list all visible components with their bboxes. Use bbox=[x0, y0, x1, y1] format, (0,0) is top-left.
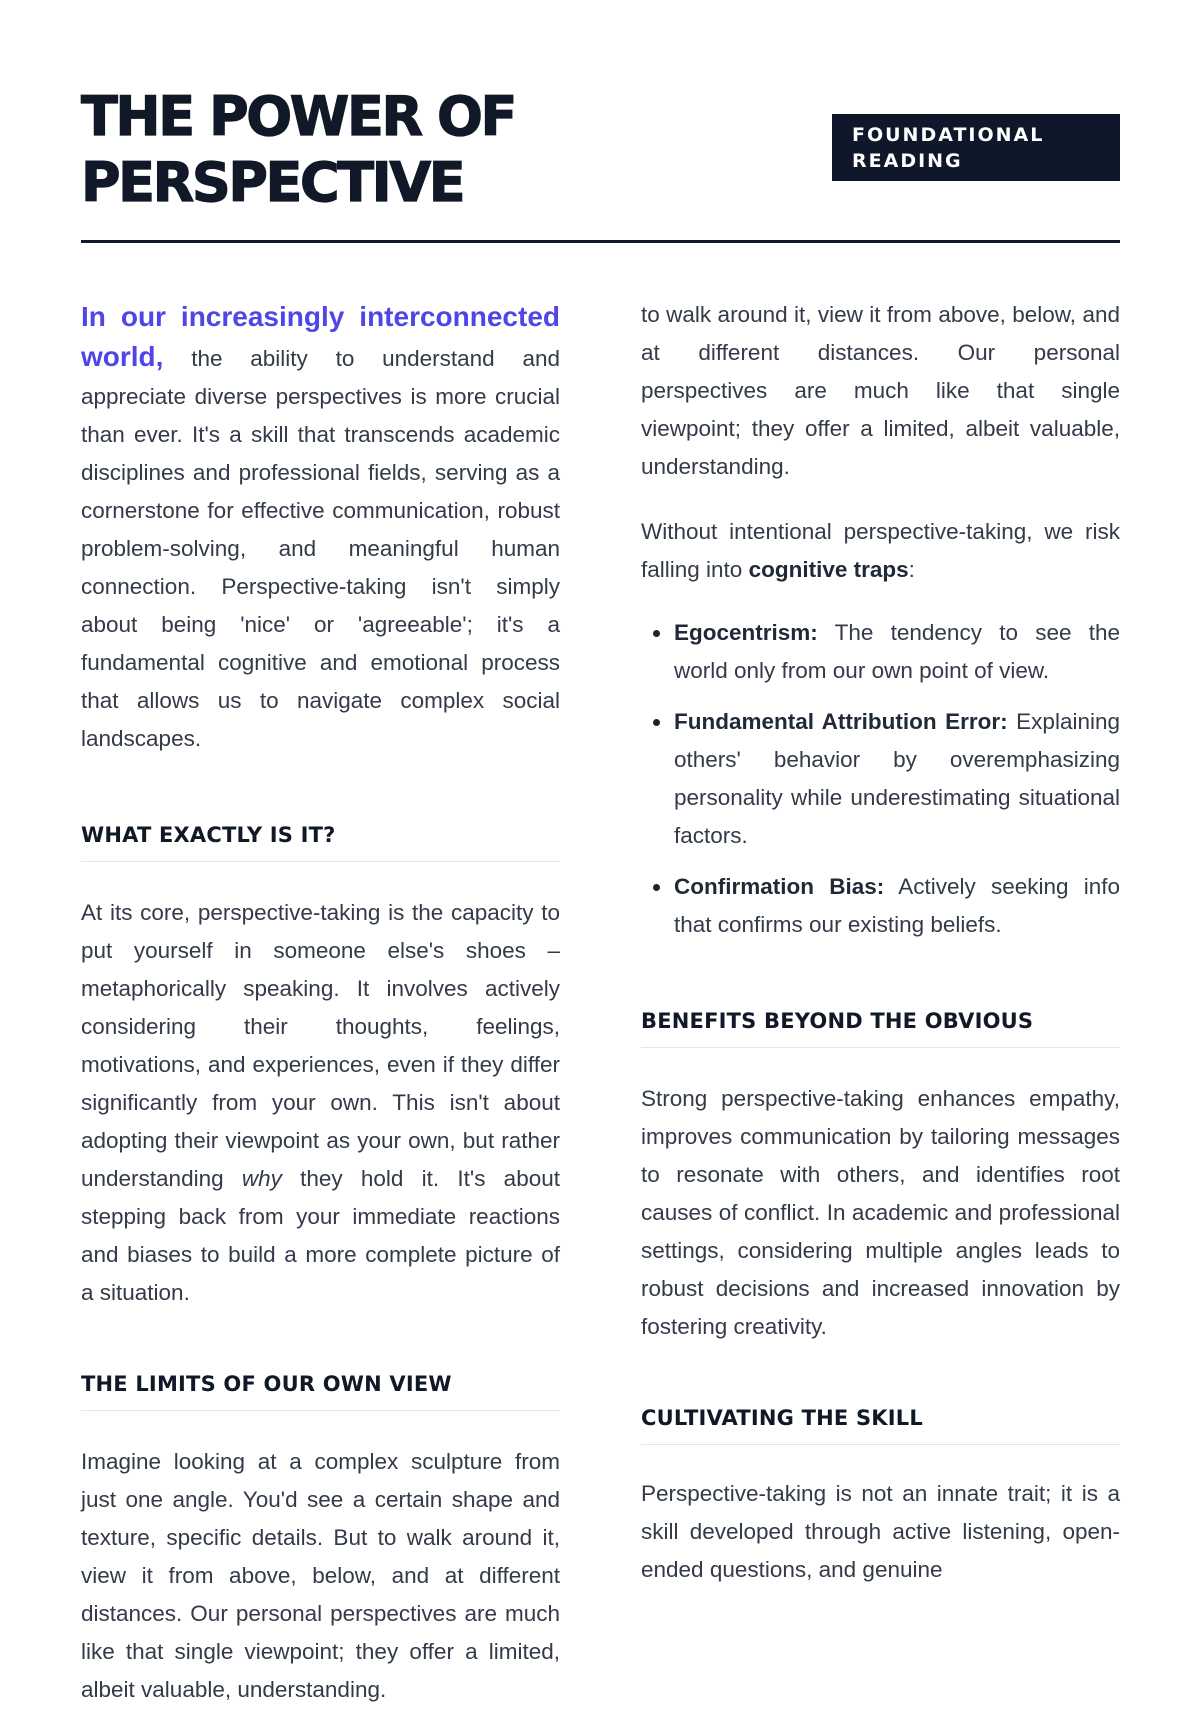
badge-line-1: FOUNDATIONAL bbox=[852, 124, 1045, 146]
section-heading-benefits: BENEFITS BEYOND THE OBVIOUS bbox=[641, 1009, 1120, 1048]
right-column bbox=[641, 296, 1120, 1589]
what-emphasis: why bbox=[241, 1166, 282, 1191]
list-item-desc: Explaining others' behavior by overemphasizing personality while underestimating situational factors. bbox=[674, 709, 1120, 848]
section-heading-limits: THE LIMITS OF OUR OWN VIEW bbox=[81, 1372, 560, 1411]
page bbox=[81, 0, 1120, 1702]
title-line-1: THE POWER OF bbox=[81, 85, 516, 148]
list-item-term: Egocentrism: bbox=[674, 620, 818, 645]
page-title bbox=[81, 84, 681, 216]
list-item-term: Fundamental Attribution Error: bbox=[674, 709, 1008, 734]
list-item-term: Confirmation Bias: bbox=[674, 874, 885, 899]
what-body-2: they hold it. It's about stepping back from your immediate reactions and biases to build a more complete picture of a situation. bbox=[81, 1166, 560, 1305]
section-heading-cultivating: CULTIVATING THE SKILL bbox=[641, 1406, 1120, 1445]
header bbox=[81, 84, 1120, 214]
list-item-desc: The tendency to see the world only from our own point of view. bbox=[674, 620, 1120, 683]
list-item bbox=[674, 703, 1120, 855]
header-divider bbox=[81, 240, 1120, 243]
intro-paragraph bbox=[81, 298, 560, 758]
traps-bold: cognitive traps bbox=[748, 557, 909, 582]
badge-line-2: READING bbox=[852, 150, 963, 172]
cultivating-paragraph: Perspective-taking is not an innate trait; it is a skill developed through active listening, open-ended questions, and genuine bbox=[641, 1481, 1120, 1582]
limits-paragraph-continued: to walk around it, view it from above, below, and at different distances. Our personal perspectives are much like that single viewpoint; they offer a limited, albeit valuable, understanding. bbox=[641, 302, 1120, 479]
traps-text: Without intentional perspective-taking, we risk falling into bbox=[641, 519, 1120, 582]
section-heading-what: WHAT EXACTLY IS IT? bbox=[81, 823, 560, 862]
list-item bbox=[674, 868, 1120, 944]
traps-intro bbox=[641, 513, 1120, 589]
cognitive-traps-list bbox=[641, 614, 1120, 944]
left-column bbox=[81, 298, 560, 1709]
intro-body: the ability to understand and appreciate diverse perspectives is more crucial than ever. It's a skill that transcends academic disciplines and professional fields, serving as a cornerstone for effective communication, robust problem-solving, and meaningful human connection. Perspective-taking isn't simply about being 'nice' or 'agreeable'; it's a fundamental cognitive and emotional process that allows us to navigate complex social landscapes. bbox=[81, 346, 560, 751]
limits-paragraph: Imagine looking at a complex sculpture from just one angle. You'd see a certain shape and texture, specific details. But to walk around it, view it from above, below, and at different distances. Our personal perspectives are much like that single viewpoint; they offer a limited, albeit valuable, understanding. bbox=[81, 1449, 560, 1702]
traps-colon: : bbox=[908, 557, 915, 582]
what-body-1: At its core, perspective-taking is the capacity to put yourself in someone else's shoes – metaphorically speaking. It involves actively considering their thoughts, feelings, motivations, and experiences, even if they differ significantly from your own. This isn't about adopting their viewpoint as your own, but rather understanding bbox=[81, 900, 560, 1191]
category-badge bbox=[832, 114, 1120, 181]
benefits-paragraph: Strong perspective-taking enhances empathy, improves communication by tailoring messages to resonate with others, and identifies root causes of conflict. In academic and professional settings, considering multiple angles leads to robust decisions and increased innovation by fostering creativity. bbox=[641, 1086, 1120, 1339]
what-paragraph bbox=[81, 894, 560, 1312]
list-item-desc: Actively seeking info that confirms our existing beliefs. bbox=[674, 874, 1120, 937]
intro-lead: In our increasingly interconnected world, bbox=[81, 301, 560, 372]
title-line-2: PERSPECTIVE bbox=[81, 151, 464, 214]
list-item bbox=[674, 614, 1120, 690]
